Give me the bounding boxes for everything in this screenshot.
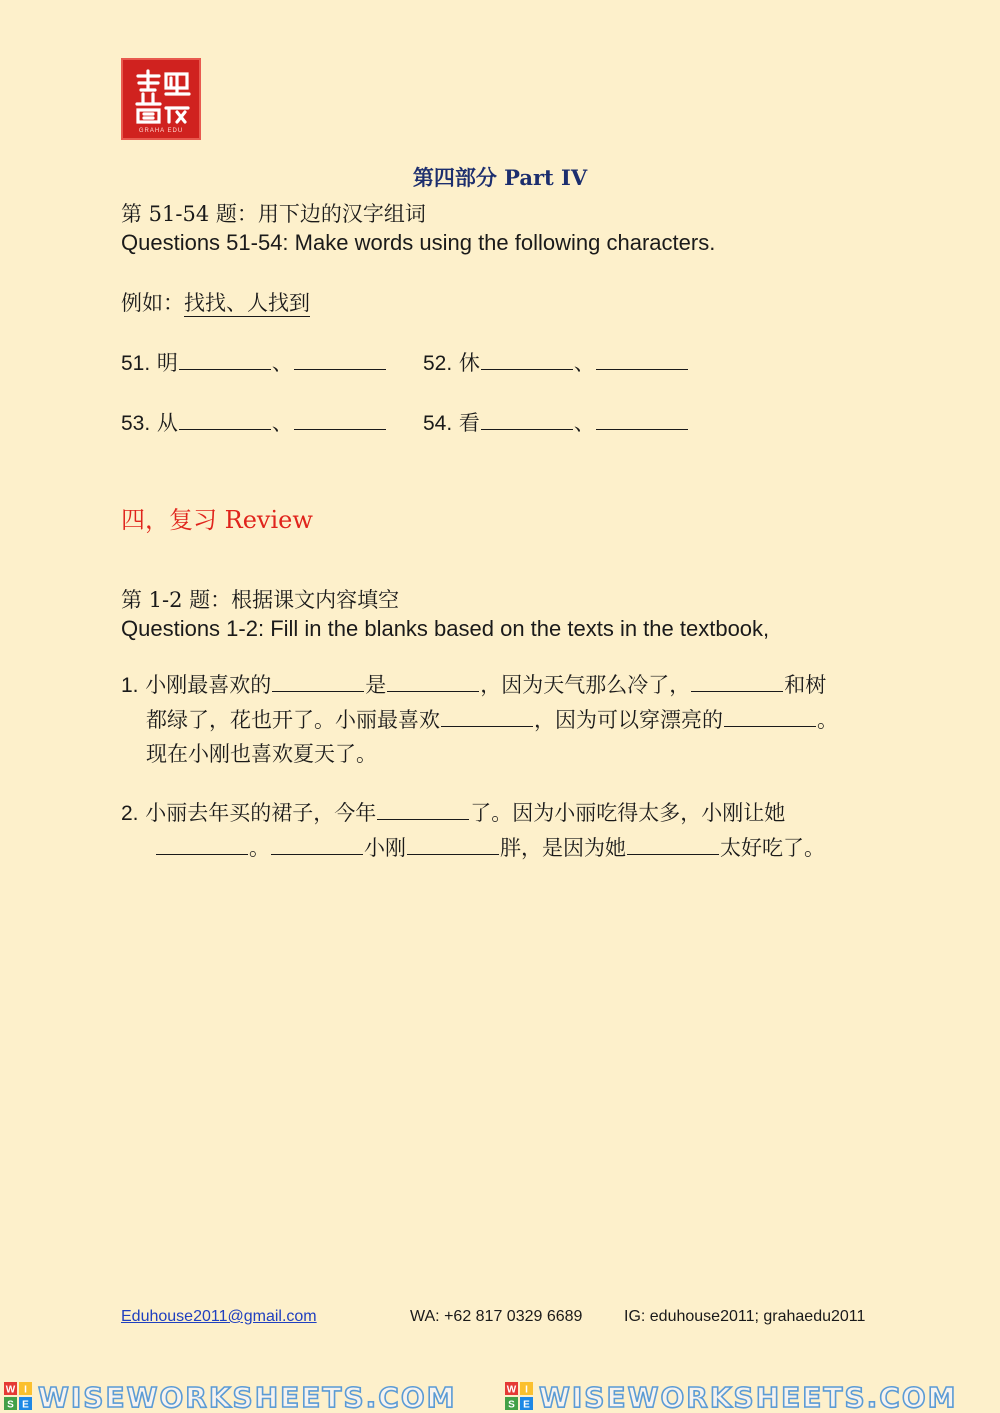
item-char: 看 [458,411,480,435]
item-char: 从 [156,411,178,435]
badge-letter: W [506,1384,517,1396]
answer-blank[interactable] [596,349,688,370]
answer-blank[interactable] [294,349,386,370]
question-text: 。 [817,708,838,732]
section-title: 第四部分 Part IV [412,165,588,190]
item-number: 53. [121,412,151,435]
review-title: 四，复习 Review [121,506,313,534]
answer-blank[interactable] [272,671,364,692]
answer-blank[interactable] [156,834,248,855]
badge-letter: E [22,1399,29,1411]
badge-letter: S [7,1399,14,1411]
question-text: 和树 [784,673,827,697]
answer-blank[interactable] [724,706,816,727]
question-1 [121,668,901,771]
separator: 、 [573,351,595,375]
answer-blank[interactable] [596,409,688,430]
answer-blank[interactable] [377,799,469,820]
example-value: 找找、人找到 [184,291,310,315]
footer-email[interactable] [121,1308,317,1326]
badge-letter: E [523,1399,530,1411]
question-text: 胖，是因为她 [500,836,626,860]
graha-edu-logo [121,58,201,140]
question-text: 小刚 [364,836,406,860]
footer-instagram: IG: eduhouse2011; grahaedu2011 [624,1308,866,1325]
answer-blank[interactable] [481,409,573,430]
answer-blank[interactable] [271,834,363,855]
item-number: 52. [423,352,453,375]
badge-letter: W [5,1384,16,1396]
separator: 、 [271,411,293,435]
example-line [121,287,310,317]
item-char: 休 [458,351,480,375]
footer-whatsapp: WA: +62 817 0329 6689 [410,1308,583,1325]
answer-blank[interactable] [294,409,386,430]
question-2 [121,796,901,865]
item-54 [423,407,689,437]
badge-icon [4,1382,32,1411]
question-text: ，因为天气那么冷了， [480,673,691,697]
item-number: 51. [121,352,151,375]
review-instruction-en: Questions 1-2: Fill in the blanks based on the texts in the textbook, [121,616,770,641]
item-52 [423,347,689,377]
separator: 、 [573,411,595,435]
badge-icon [505,1382,533,1411]
item-number: 54. [423,412,453,435]
badge-letter: I [525,1384,528,1396]
question-number: 1. [121,674,139,697]
instruction-en: Questions 51-54: Make words using the following characters. [121,230,716,255]
item-51 [121,347,387,377]
example-label: 例如： [121,291,184,315]
answer-blank[interactable] [441,706,533,727]
answer-blank[interactable] [627,834,719,855]
review-instruction-cn: 第 1-2 题：根据课文内容填空 [121,588,400,612]
question-text: 现在小刚也喜欢夏天了。 [146,742,377,766]
separator: 、 [271,351,293,375]
email-link[interactable]: Eduhouse2011@gmail.com [121,1308,317,1325]
badge-letter: S [508,1399,515,1411]
question-text: 小刚最喜欢的 [145,673,272,697]
wiseworksheets-banner [0,1378,1000,1413]
answer-blank[interactable] [179,349,271,370]
question-text: 。 [249,836,270,860]
badge-letter: I [24,1384,27,1396]
banner-text: WISEWORKSHEETS.COM [38,1381,457,1413]
question-text: 是 [365,673,387,697]
question-text: 小丽去年买的裙子，今年 [145,801,377,825]
question-text: 都绿了，花也开了。小丽最喜欢 [146,708,440,732]
answer-blank[interactable] [179,409,271,430]
answer-blank[interactable] [481,349,573,370]
question-number: 2. [121,802,139,825]
logo-caption: GRAHA EDU [138,128,184,134]
question-text: 太好吃了。 [720,836,825,860]
banner-text: WISEWORKSHEETS.COM [539,1381,958,1413]
answer-blank[interactable] [407,834,499,855]
question-text: ，因为可以穿漂亮的 [534,708,723,732]
question-text: 了。因为小丽吃得太多，小刚让她 [470,801,786,825]
instruction-cn: 第 51-54 题：用下边的汉字组词 [121,202,426,226]
seal-icon [133,68,193,124]
item-53 [121,407,387,437]
item-char: 明 [156,351,178,375]
answer-blank[interactable] [387,671,479,692]
answer-blank[interactable] [691,671,783,692]
